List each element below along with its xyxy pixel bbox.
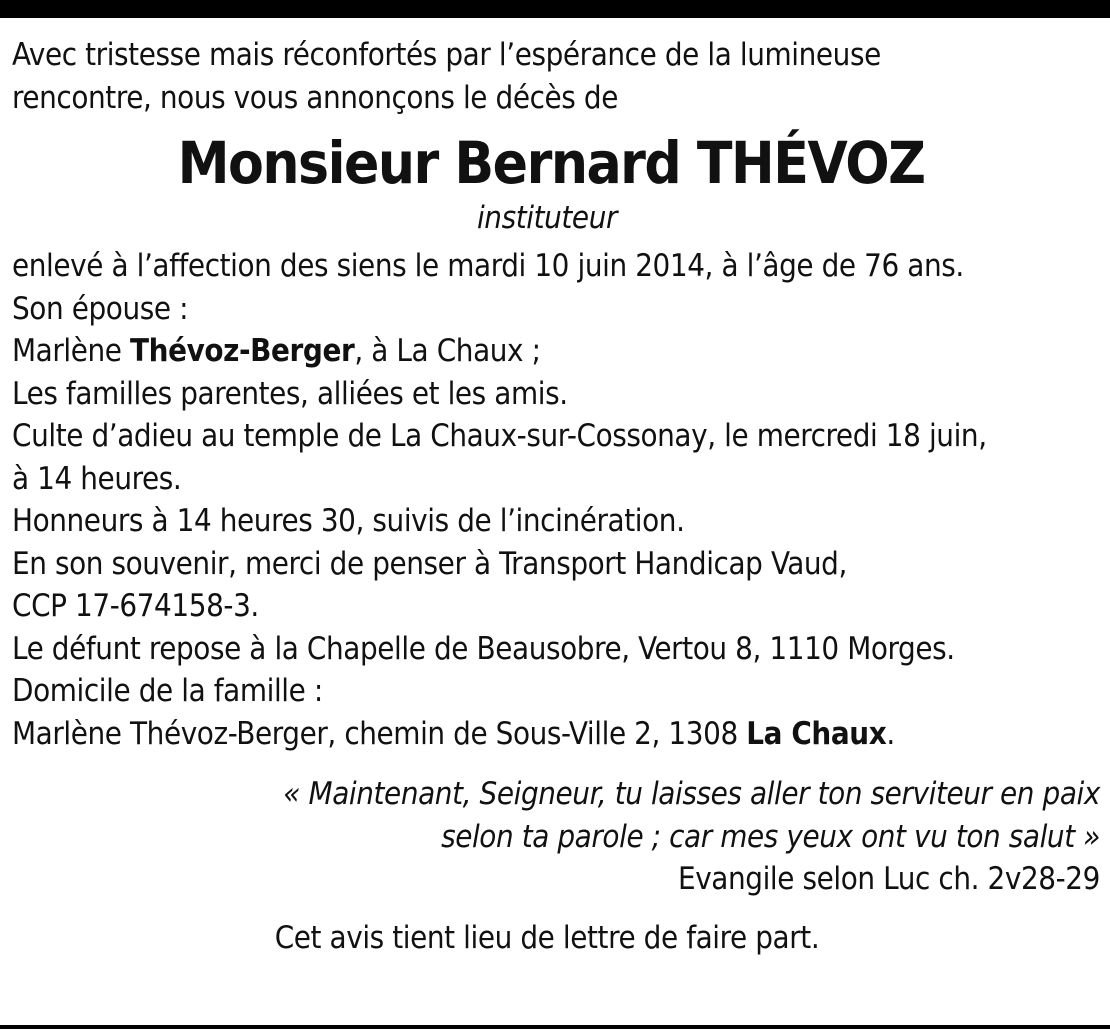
spouse-first-name: Marlène [12,333,131,369]
service-line-1: Culte d’adieu au temple de La Chaux-sur-Cossonay, le mercredi 18 juin, [12,418,987,454]
deceased-name: Monsieur Bernard THÉVOZ [177,129,925,197]
spouse-label: Son épouse : [12,290,189,327]
address-line [12,713,1102,756]
families-line: Les familles parentes, alliées et les amis. [12,375,568,412]
intro-text [12,34,1102,119]
death-line: enlevé à l’affection des siens le mardi 10 juin 2014, à l’âge de 76 ans. [12,248,964,284]
quote-line-1: « Maintenant, Seigneur, tu laisses aller ton serviteur en paix [283,776,1100,812]
spouse-line [12,330,1102,373]
address-end: . [886,715,895,752]
quote-source: Evangile selon Luc ch. 2v28-29 [677,861,1100,897]
donation-line-1: En son souvenir, merci de penser à Transport Handicap Vaud, [12,545,847,582]
domicile-label: Domicile de la famille : [12,673,323,709]
spouse-place: , à La Chaux ; [354,333,541,369]
closing-line: Cet avis tient lieu de lettre de faire part. [274,919,820,956]
top-border-bar [0,0,1110,18]
intro-line-2: rencontre, nous vous annonçons le décès de [12,79,618,116]
bottom-border-rule [0,1025,1110,1029]
obituary-notice [12,34,1102,959]
quote-line-2: selon ta parole ; car mes yeux ont vu ton salut » [441,818,1100,855]
intro-line-1: Avec tristesse mais réconfortés par l’espérance de la lumineuse [12,37,881,73]
rests-line: Le défunt repose à la Chapelle de Beausobre, Vertou 8, 1110 Morges. [12,630,955,667]
spouse-surname: Thévoz-Berger [130,333,355,369]
scripture-quote [12,773,1102,901]
donation-line-2: CCP 17-674158-3. [12,588,259,624]
honours-line: Honneurs à 14 heures 30, suivis de l’incinération. [12,503,685,539]
address-town: La Chaux [746,715,887,752]
address-prefix: Marlène Thévoz-Berger, chemin de Sous-Ville 2, 1308 [12,715,747,752]
deceased-profession: instituteur [476,200,618,236]
notice-body [12,245,1102,755]
service-line-2: à 14 heures. [12,460,182,497]
